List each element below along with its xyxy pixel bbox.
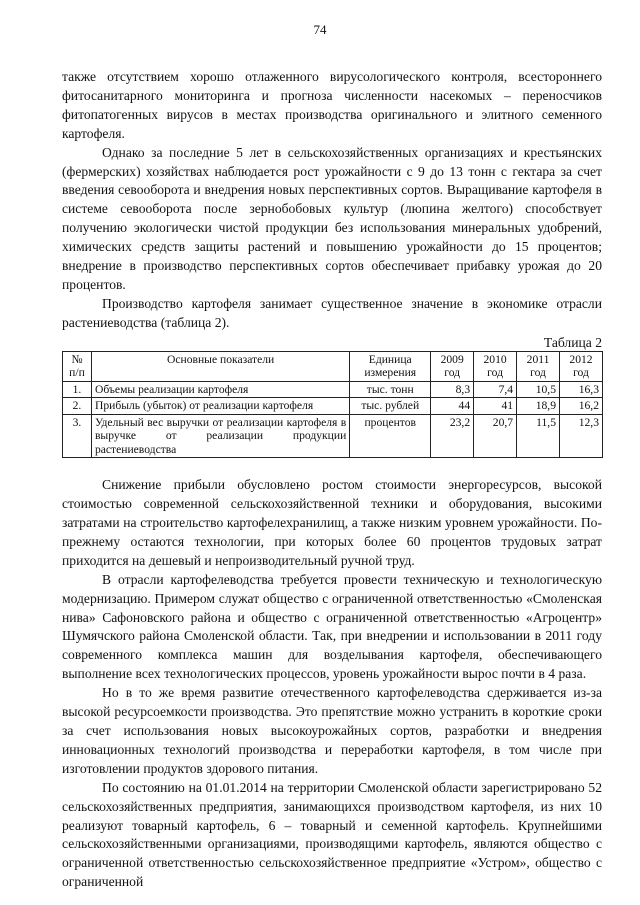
potato-indicators-table: [62, 351, 603, 459]
row-value-2009: 8,3: [431, 381, 474, 398]
row-unit: тыс. рублей: [350, 398, 431, 415]
paragraph-continued: также отсутствием хорошо отлаженного вирусологического контроля, всестороннего фитосанитарного мониторинга и прогноза численности насекомых – переносчиков фитопатогенных вирусов в местах производства оригинального и элитного семенного картофеля.: [62, 69, 602, 141]
row-value-2011: 18,9: [517, 398, 560, 415]
row-num: 2.: [63, 398, 92, 415]
paragraph-registered-enterprises: По состоянию на 01.01.2014 на территории Смоленской области зарегистрировано 52 сельскохозяйственных предприятия, занимающихся производством картофеля, из них 10 реализуют товарный картофель, 6 – товарный и семенной картофель. Крупнейшими сельскохозяйственными организациями, производящими картофель, являются общество с ограниченной ответственностью сельскохозяйственное предприятие «Устром», общество с ограниченной: [62, 779, 602, 890]
row-num: 3.: [63, 414, 92, 458]
row-unit: тыс. тонн: [350, 381, 431, 398]
paragraph-production-significance: Производство картофеля занимает существенное значение в экономике отрасли растениеводства (таблица 2).: [62, 295, 602, 330]
table-row: [63, 398, 603, 415]
header-year-2010: 2010 год: [474, 351, 517, 381]
row-value-2011: 11,5: [517, 414, 560, 458]
row-value-2012: 16,3: [560, 381, 603, 398]
table-row: [63, 414, 603, 458]
paragraph-modernization: В отрасли картофелеводства требуется провести техническую и технологическую модернизацию. Примером служат общество с ограниченной ответственностью «Смоленская нива» Сафоновского района и общество с ограниченной ответственностью «Агроцентр» Шумячского района Смоленской области. Так, при внедрении и использовании в 2011 году современного комплекса машин для возделывания картофеля, обеспечивающего выполнение всех технологических процессов, уровень урожайности вырос почти в 4 раза.: [62, 571, 602, 682]
row-indicator: Объемы реализации картофеля: [91, 381, 349, 398]
table-row: [63, 381, 603, 398]
row-value-2012: 12,3: [560, 414, 603, 458]
row-num: 1.: [63, 381, 92, 398]
table-caption: Таблица 2: [543, 334, 602, 350]
row-indicator: Удельный вес выручки от реализации картофеля в выручке от реализации продукции растениеводства: [91, 414, 349, 458]
row-value-2011: 10,5: [517, 381, 560, 398]
row-unit: процентов: [350, 414, 431, 458]
header-year-2011: 2011 год: [517, 351, 560, 381]
table-header-row: [63, 351, 603, 381]
row-indicator: Прибыль (убыток) от реализации картофеля: [91, 398, 349, 415]
page-number: 74: [313, 22, 327, 37]
paragraph-resource-intensity: Но в то же время развитие отечественного картофелеводства сдерживается из-за высокой ресурсоемкости производства. Это препятствие можно устранить в короткие сроки за счет использования новых высокоурожайных сортов, разработки и внедрения инновационных технологий производства и переработки картофеля, в том числе при изготовлении продуктов здорового питания.: [62, 685, 602, 776]
row-value-2010: 7,4: [474, 381, 517, 398]
row-value-2010: 41: [474, 398, 517, 415]
row-value-2012: 16,2: [560, 398, 603, 415]
header-indicator: Основные показатели: [91, 351, 349, 381]
page-body: [62, 68, 602, 892]
paragraph-profit-decline: Снижение прибыли обусловлено ростом стоимости энергоресурсов, высокой стоимостью современной сельскохозяйственной техники и оборудования, высокими затратами на строительство картофелехранилищ, а также низким уровнем урожайности. По-прежнему остаются технологии, при которых более 60 процентов трудовых затрат приходится на дешевый и непроизводительный ручной труд.: [62, 477, 602, 568]
header-year-2012: 2012 год: [560, 351, 603, 381]
header-unit: Единица измерения: [350, 351, 431, 381]
row-value-2010: 20,7: [474, 414, 517, 458]
header-num: № п/п: [63, 351, 92, 381]
paragraph-yield-growth: Однако за последние 5 лет в сельскохозяйственных организациях и крестьянских (фермерских) хозяйствах наблюдается рост урожайности с 9 до 13 тонн с гектара за счет введения севооборота и внедрения новых перспективных сортов. Выращивание картофеля в системе севооборота после зернобобовых культур (люпина желтого) способствует получению экологически чистой продукции без использования минеральных удобрений, химических средств защиты растений и повышению урожайности до 15 процентов; внедрение в производство перспективных сортов обеспечивает прибавку урожая до 20 процентов.: [62, 144, 602, 292]
row-value-2009: 23,2: [431, 414, 474, 458]
header-year-2009: 2009 год: [431, 351, 474, 381]
row-value-2009: 44: [431, 398, 474, 415]
